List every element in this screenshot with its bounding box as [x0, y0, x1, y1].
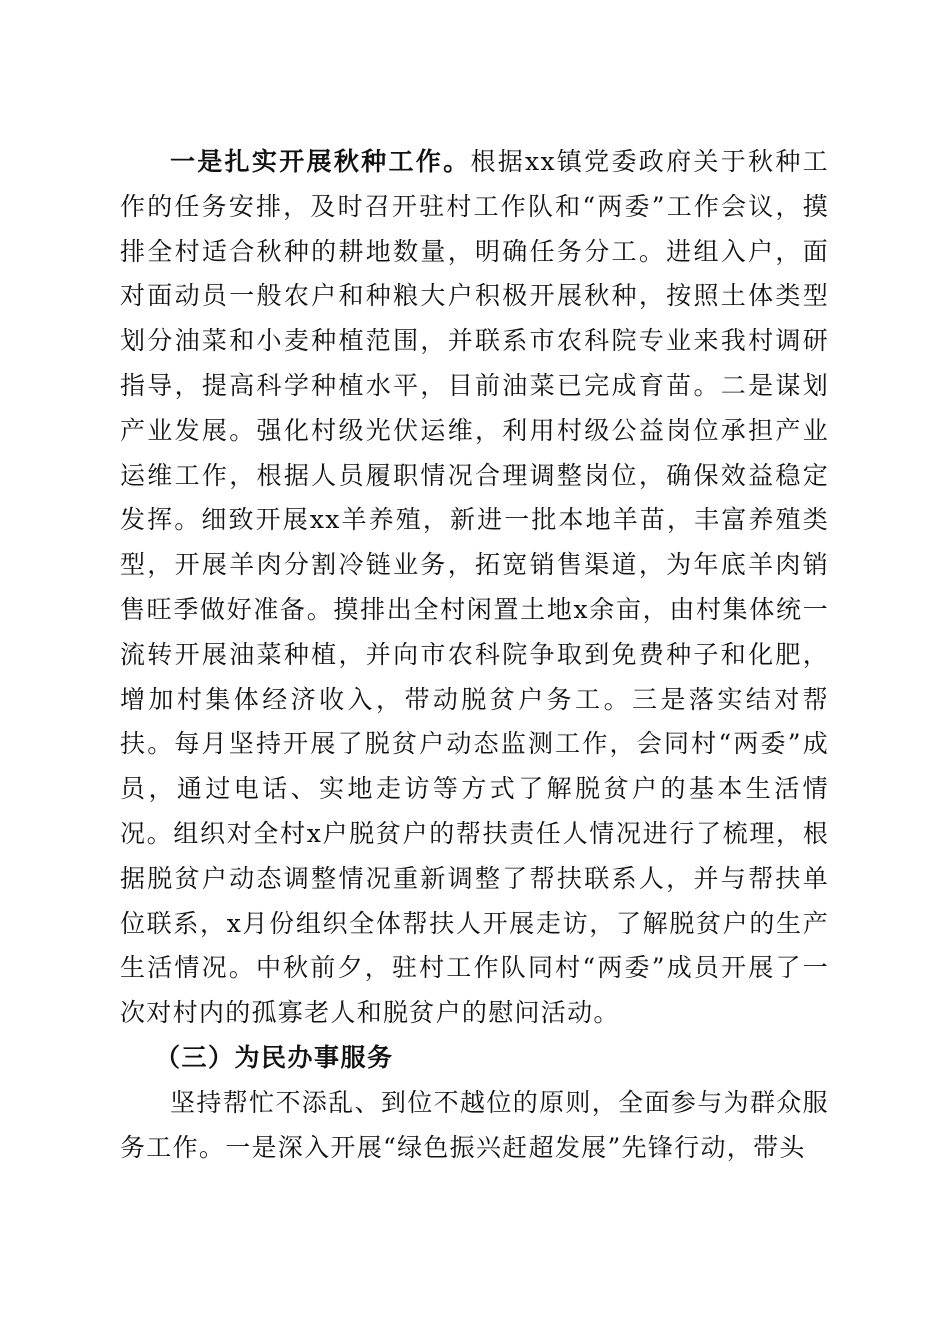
paragraph-autumn-planting [120, 140, 829, 1036]
document-body [120, 140, 829, 1170]
paragraph-text: 根据xx镇党委政府关于秋种工作的任务安排，及时召开驻村工作队和“两委”工作会议，摸排全村适合秋种的耕地数量，明确任务分工。进组入户，面对面动员一般农户和种粮大户积极开展秋种，按照土体类型划分油菜和小麦种植范围，并联系市农科院专业来我村调研指导，提高科学种植水平，目前油菜已完成育苗。二是谋划产业发展。强化村级光伏运维，利用村级公益岗位承担产业运维工作，根据人员履职情况合理调整岗位，确保效益稳定发挥。细致开展xx羊养殖，新进一批本地羊苗，丰富养殖类型，开展羊肉分割冷链业务，拓宽销售渠道，为年底羊肉销售旺季做好准备。摸排出全村闲置土地x余亩，由村集体统一流转开展油菜种植，并向市农科院争取到免费种子和化肥，增加村集体经济收入，带动脱贫户务工。三是落实结对帮扶。每月坚持开展了脱贫户动态监测工作，会同村“两委”成员，通过电话、实地走访等方式了解脱贫户的基本生活情况。组织对全村x户脱贫户的帮扶责任人情况进行了梳理，根据脱贫户动态调整情况重新调整了帮扶联系人，并与帮扶单位联系，x月份组织全体帮扶人开展走访，了解脱贫户的生产生活情况。中秋前夕，驻村工作队同村“两委”成员开展了一次对村内的孤寡老人和脱贫户的慰问活动。 [120, 147, 829, 1028]
paragraph-service: 坚持帮忙不添乱、到位不越位的原则，全面参与为群众服务工作。一是深入开展“绿色振兴赶超发展”先锋行动，带头 [120, 1087, 829, 1162]
section-heading: （三）为民办事服务 [155, 1042, 394, 1072]
paragraph-lead: 一是扎实开展秋种工作。 [170, 147, 471, 176]
